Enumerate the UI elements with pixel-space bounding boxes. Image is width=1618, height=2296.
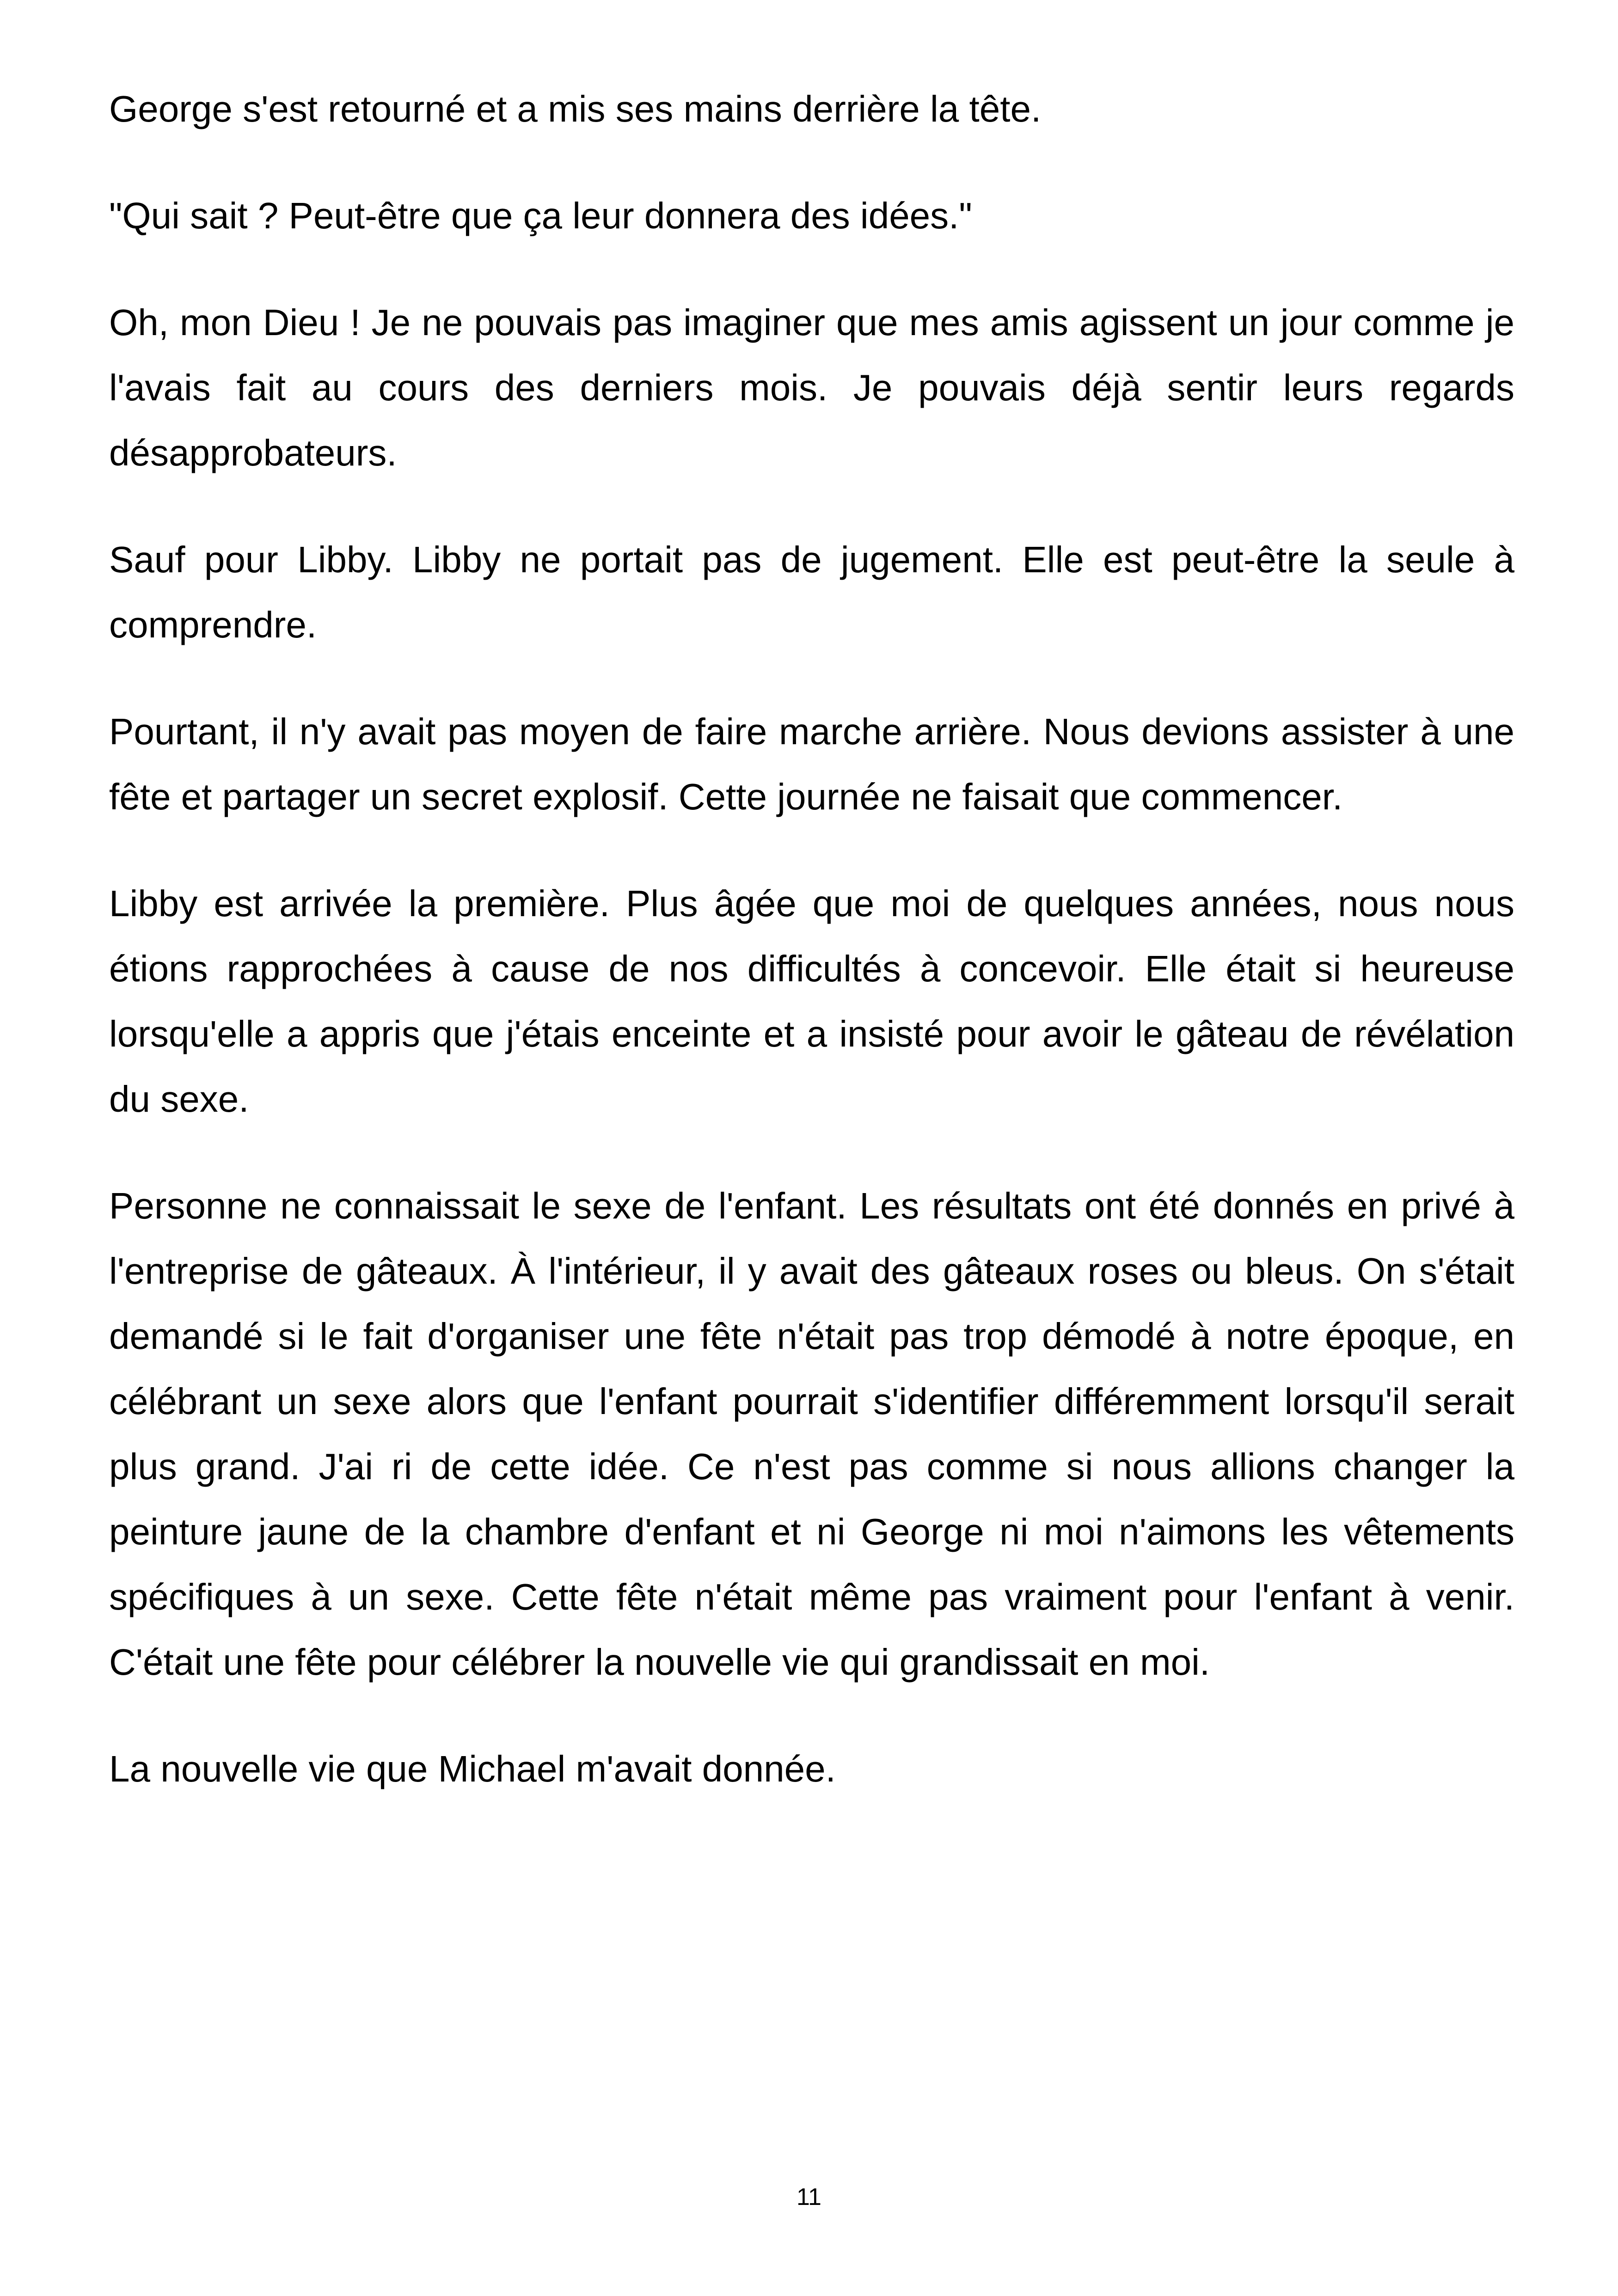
body-text (109, 76, 1514, 1843)
paragraph: "Qui sait ? Peut-être que ça leur donnera des idées." (109, 195, 972, 236)
paragraph: Oh, mon Dieu ! Je ne pouvais pas imaginer que mes amis agissent un jour comme je l'avais fait au cours des derniers mois. Je pouvais déjà sentir leurs regards désapprobateurs. (109, 302, 1514, 473)
paragraph: Sauf pour Libby. Libby ne portait pas de jugement. Elle est peut-être la seule à comprendre. (109, 539, 1514, 645)
paragraph: Pourtant, il n'y avait pas moyen de faire marche arrière. Nous devions assister à une fête et partager un secret explosif. Cette journée ne faisait que commencer. (109, 711, 1514, 817)
page-number: 11 (797, 2184, 821, 2210)
paragraph: Libby est arrivée la première. Plus âgée que moi de quelques années, nous nous étions rapprochées à cause de nos difficultés à concevoir. Elle était si heureuse lorsqu'elle a appris que j'étais enceinte et a insisté pour avoir le gâteau de révélation du sexe. (109, 883, 1514, 1120)
paragraph: La nouvelle vie que Michael m'avait donnée. (109, 1748, 836, 1789)
paragraph: Personne ne connaissait le sexe de l'enfant. Les résultats ont été donnés en privé à l'entreprise de gâteaux. À l'intérieur, il y avait des gâteaux roses ou bleus. On s'était demandé si le fait d'organiser une fête n'était pas trop démodé à notre époque, en célébrant un sexe alors que l'enfant pourrait s'identifier différemment lorsqu'il serait plus grand. J'ai ri de cette idée. Ce n'est pas comme si nous allions changer la peinture jaune de la chambre d'enfant et ni George ni moi n'aimons les vêtements spécifiques à un sexe. Cette fête n'était même pas vraiment pour l'enfant à venir. C'était une fête pour célébrer la nouvelle vie qui grandissait en moi. (109, 1185, 1514, 1683)
paragraph: George s'est retourné et a mis ses mains derrière la tête. (109, 88, 1042, 129)
